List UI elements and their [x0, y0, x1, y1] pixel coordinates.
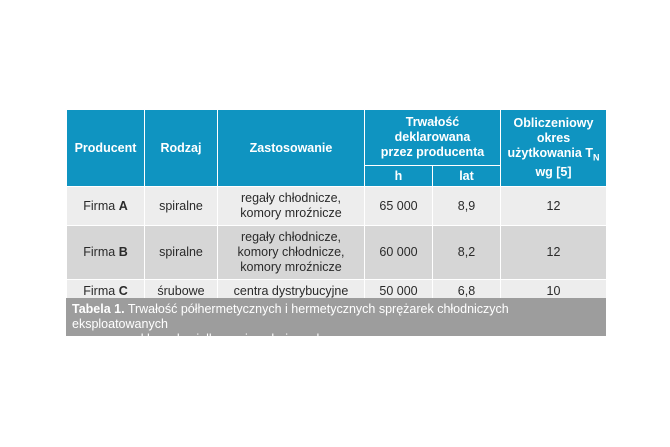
compressor-durability-table: [66, 109, 607, 303]
caption-line-1: [72, 302, 600, 332]
table-row: [67, 226, 607, 280]
cell-h: 50 000: [365, 280, 433, 303]
header-producent: Producent: [67, 110, 145, 187]
header-rodzaj: Rodzaj: [145, 110, 218, 187]
cell-zastosowanie: regały chłodnicze, komory chłodnicze, komory mroźnicze: [218, 226, 365, 280]
header-okres-uzytkowania: Obliczeniowy okres użytkowania $T_N$ wg [5]: [501, 110, 607, 187]
header-lat: lat: [433, 166, 501, 187]
cell-producent: Firma C: [67, 280, 145, 303]
cell-producent: Firma A: [67, 187, 145, 226]
cell-okres: 12: [501, 226, 607, 280]
header-zastosowanie: Zastosowanie: [218, 110, 365, 187]
header-h: h: [365, 166, 433, 187]
cell-lat: 8,2: [433, 226, 501, 280]
cell-rodzaj: śrubowe: [145, 280, 218, 303]
caption-text-1: Trwałość półhermetycznych i hermetycznych sprężarek chłodniczych eksploatowanych: [72, 302, 509, 331]
caption-line-2: w sklepach wielkopowierzchniowych: [122, 332, 324, 346]
cell-okres: 10: [501, 280, 607, 303]
cell-okres: 12: [501, 187, 607, 226]
header-trwalosc: Trwałość deklarowana przez producenta: [365, 110, 501, 166]
cell-h: 60 000: [365, 226, 433, 280]
table-row: [67, 187, 607, 226]
cell-lat: 6,8: [433, 280, 501, 303]
caption-label: Tabela 1.: [72, 302, 125, 316]
cell-zastosowanie: centra dystrybucyjne: [218, 280, 365, 303]
cell-rodzaj: spiralne: [145, 226, 218, 280]
cell-h: 65 000: [365, 187, 433, 226]
table-caption: [66, 298, 606, 346]
data-table-container: [66, 109, 606, 303]
cell-zastosowanie: regały chłodnicze, komory mroźnicze: [218, 187, 365, 226]
cell-producent: Firma B: [67, 226, 145, 280]
cell-lat: 8,9: [433, 187, 501, 226]
cell-rodzaj: spiralne: [145, 187, 218, 226]
